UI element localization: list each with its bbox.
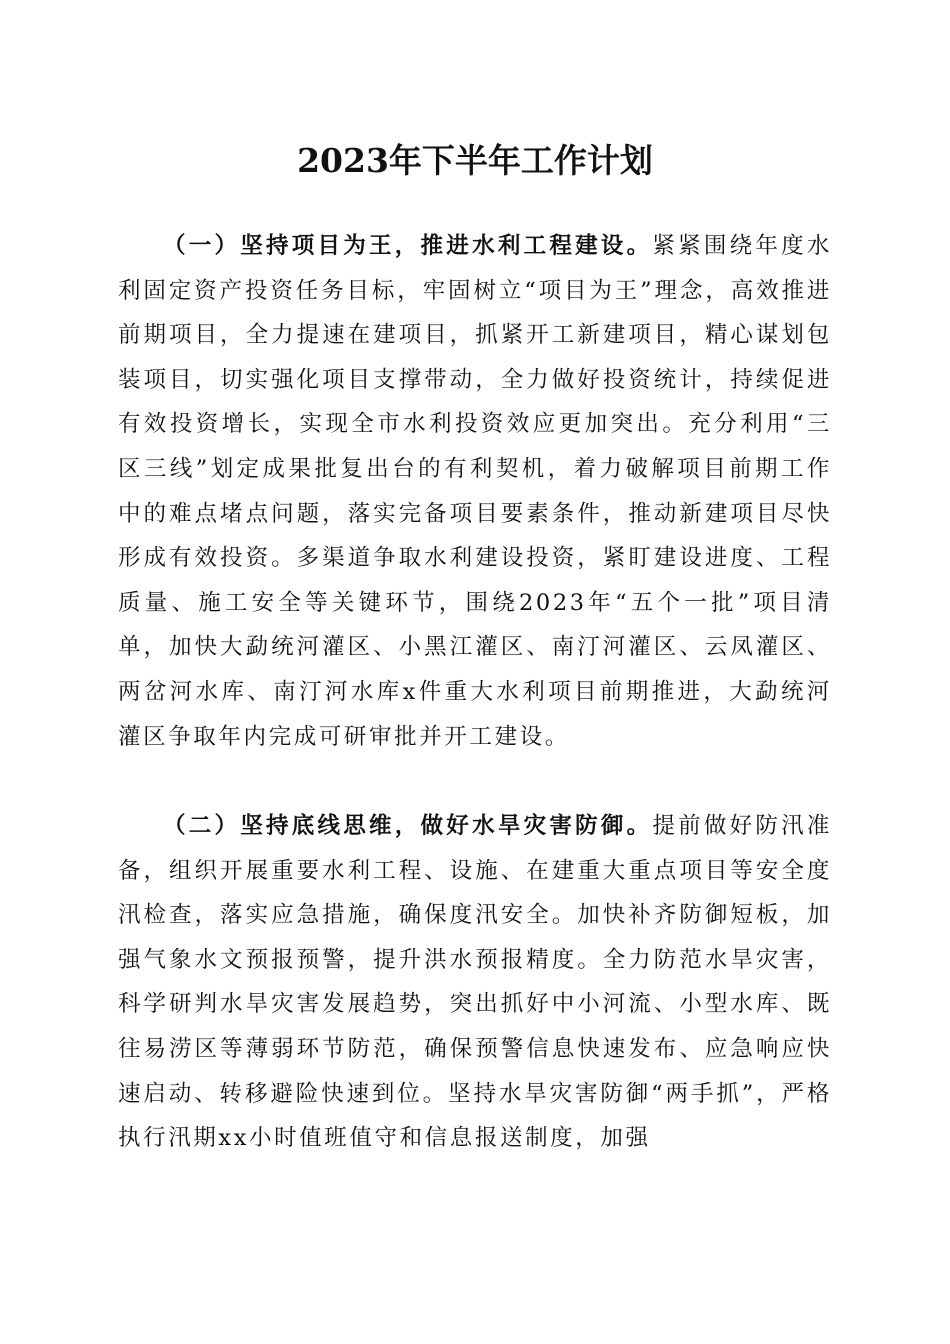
paragraph-text: 紧紧围绕年度水利固定资产投资任务目标，牢固树立“项目为王”理念，高效推进前期项目，全力提速在建项目，抓紧开工新建项目，精心谋划包装项目，切实强化项目支撑带动，全力做好投资统计，持续促进有效投资增长，实现全市水利投资效应更加突出。充分利用“三区三线”划定成果批复出台的有利契机，着力破解项目前期工作中的难点堵点问题，落实完备项目要素条件，推动新建项目尽快形成有效投资。多渠道争取水利建设投资，紧盯建设进度、工程质量、施工安全等关键环节，围绕2023年“五个一批”项目清单，加快大勐统河灌区、小黑江灌区、南汀河灌区、云凤灌区、两岔河水库、南汀河水库x件重大水利项目前期推进，大勐统河灌区争取年内完成可研审批并开工建设。: [118, 233, 832, 750]
paragraph-disaster-prevention: [118, 804, 832, 1161]
paragraph-text: 提前做好防汛准备，组织开展重要水利工程、设施、在建重大重点项目等安全度汛检查，落实应急措施，确保度汛安全。加快补齐防御短板，加强气象水文预报预警，提升洪水预报精度。全力防范水旱灾害，科学研判水旱灾害发展趋势，突出抓好中小河流、小型水库、既往易涝区等薄弱环节防范，确保预警信息快速发布、应急响应快速启动、转移避险快速到位。坚持水旱灾害防御“两手抓”，严格执行汛期xx小时值班值守和信息报送制度，加强: [118, 813, 832, 1152]
paragraph-heading: （一）坚持项目为王，推进水利工程建设。: [163, 233, 653, 259]
paragraph-heading: （二）坚持底线思维，做好水旱灾害防御。: [163, 813, 653, 839]
paragraph-project-construction: [118, 224, 832, 759]
document-title: 2023年下半年工作计划: [297, 141, 653, 180]
